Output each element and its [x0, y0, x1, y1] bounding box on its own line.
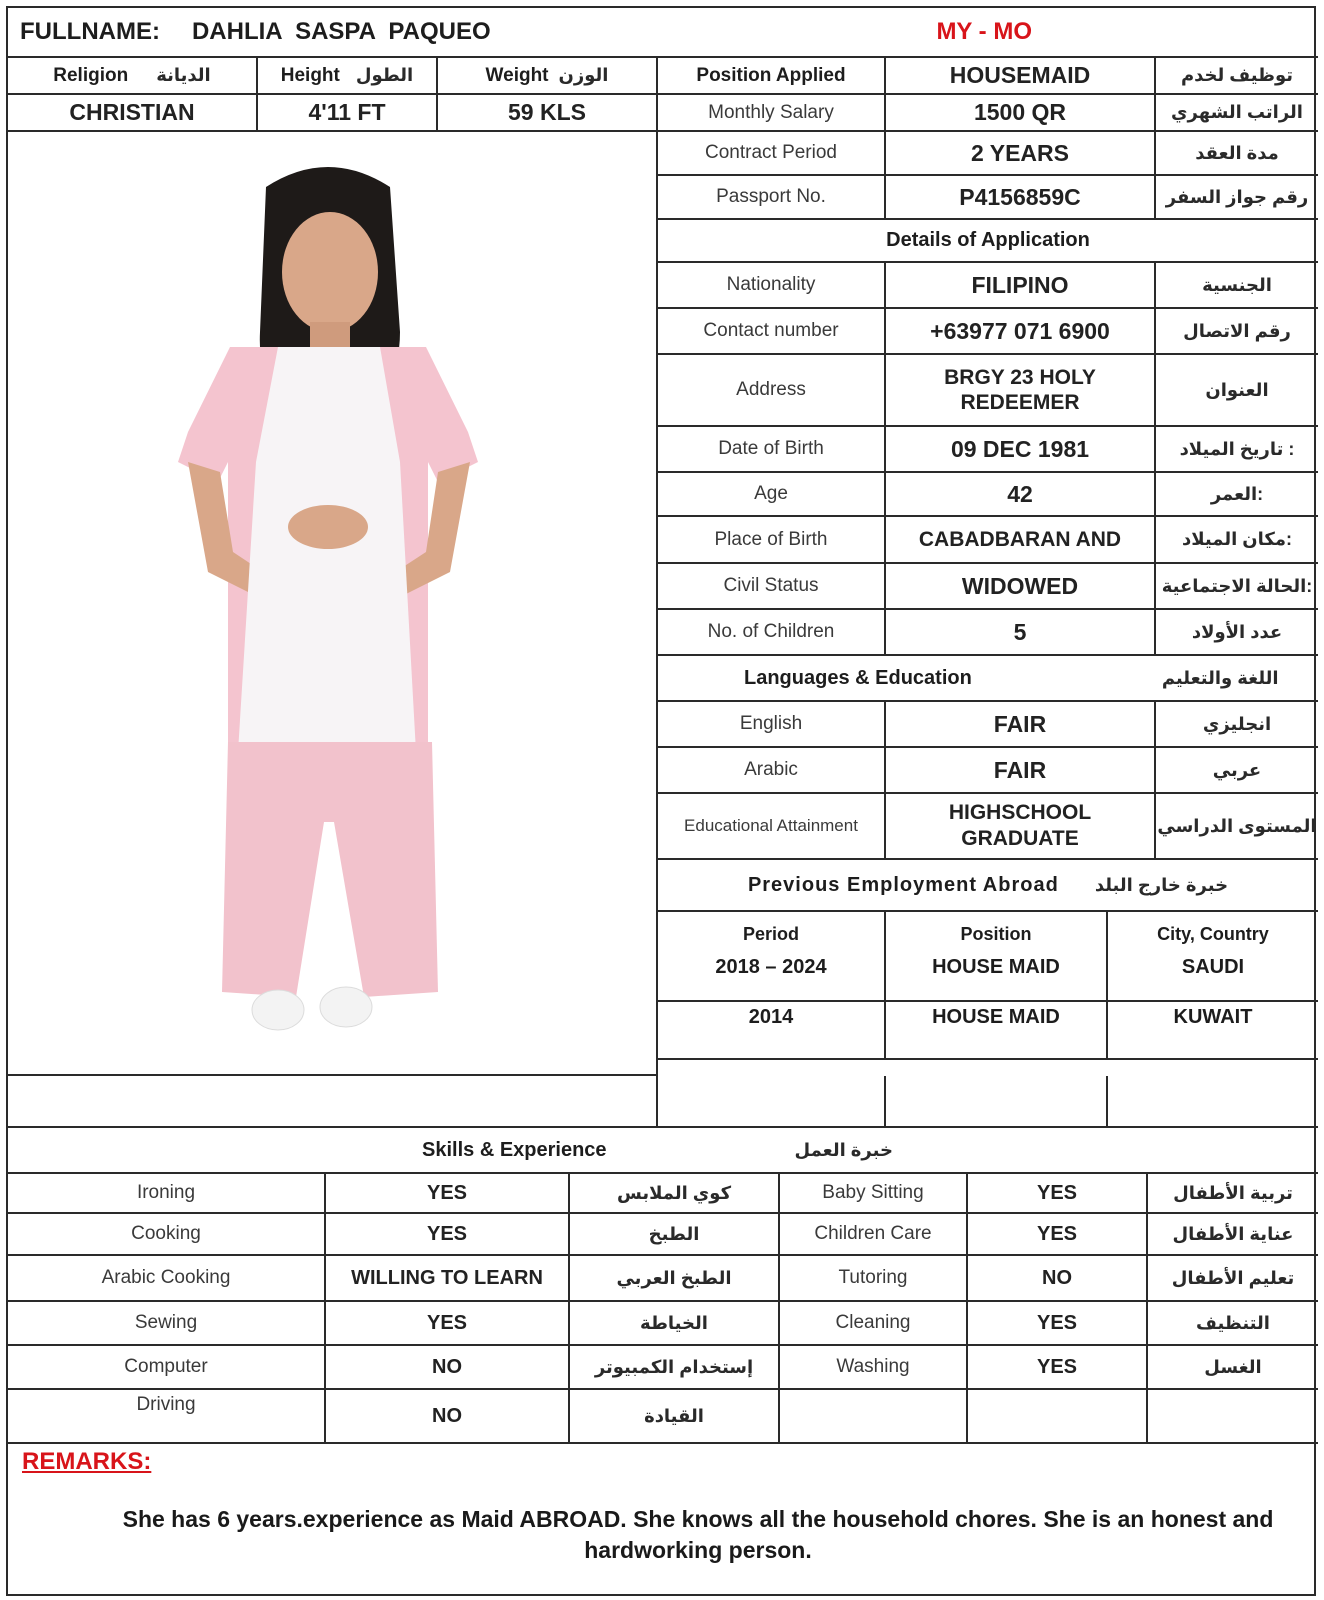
arabic-value: FAIR	[993, 756, 1047, 783]
detail-label-cell	[658, 610, 886, 654]
biodata-sheet	[6, 6, 1316, 1596]
weight-label: Weight	[485, 64, 549, 86]
skill-label-cell	[8, 1390, 326, 1442]
skill-row	[8, 1174, 1318, 1214]
passport-row	[658, 176, 1318, 220]
blank-cell	[8, 1076, 658, 1126]
skill-value: NO	[432, 1404, 462, 1427]
employment-position: HOUSE MAID	[932, 956, 1060, 978]
skill-value-cell	[968, 1214, 1148, 1254]
detail-row	[658, 355, 1318, 427]
skills-title-row	[8, 1128, 1318, 1174]
position-value: HOUSEMAID	[949, 62, 1091, 88]
skill-ar-cell	[1148, 1302, 1318, 1344]
skill-label-cell	[8, 1256, 326, 1300]
detail-value-cell	[886, 517, 1156, 562]
fullname-row	[8, 8, 1318, 58]
salary-label: Monthly Salary	[708, 101, 834, 123]
skill-row	[8, 1390, 1318, 1444]
age-ar: :العمر	[1210, 483, 1264, 504]
detail-value-cell	[886, 355, 1156, 425]
skill-value-cell	[968, 1256, 1148, 1300]
skill-label-cell	[780, 1174, 968, 1212]
education-ar-cell	[1156, 794, 1318, 858]
skill-ar-cell	[570, 1302, 780, 1344]
skill-value: YES	[426, 1181, 468, 1204]
detail-row	[658, 610, 1318, 656]
english-ar: انجليزي	[1202, 713, 1272, 734]
detail-value-cell	[886, 564, 1156, 608]
weight-value-cell	[438, 95, 658, 132]
english-label: English	[739, 713, 803, 734]
contract-ar-cell	[1156, 132, 1318, 174]
employment-country: KUWAIT	[1173, 1006, 1253, 1028]
skill-label: Sewing	[134, 1312, 198, 1333]
skill-ar: إستخدام الكمبيوتر	[594, 1356, 754, 1377]
address-value: BRGY 23 HOLY REDEEMER	[944, 366, 1096, 414]
right-shoe-shape	[320, 987, 372, 1027]
dob-label: Date of Birth	[718, 438, 824, 459]
detail-label-cell	[658, 355, 886, 425]
employment-title-cell	[658, 860, 1318, 910]
skill-value-cell	[968, 1346, 1148, 1388]
contact-ar: رقم الاتصال	[1183, 320, 1291, 341]
skill-label: Washing	[836, 1356, 910, 1377]
nationality-value: FILIPINO	[971, 271, 1069, 298]
language-row	[658, 702, 1318, 748]
skills-title-cell	[8, 1128, 1318, 1172]
civil-status-label: Civil Status	[723, 575, 819, 596]
nationality-label: Nationality	[726, 274, 816, 295]
skill-value: NO	[1042, 1266, 1072, 1289]
skill-value-cell	[326, 1346, 570, 1388]
height-label: Height	[280, 64, 340, 86]
address-label: Address	[736, 379, 806, 400]
position-ar-cell	[1156, 58, 1318, 95]
detail-ar-cell	[1156, 473, 1318, 515]
languages-title-ar: اللغة والتعليم	[1161, 667, 1279, 688]
birthplace-label: Place of Birth	[714, 528, 828, 550]
detail-value-cell	[886, 263, 1156, 307]
position-ar: توظيف لخدم	[1180, 65, 1294, 85]
language-ar-cell	[1156, 748, 1318, 792]
skill-label-cell	[8, 1214, 326, 1254]
employment-header-row	[658, 912, 1318, 956]
detail-row	[658, 427, 1318, 473]
skill-label: Computer	[124, 1356, 208, 1377]
skill-row	[8, 1346, 1318, 1390]
skills-table	[8, 1128, 1318, 1444]
religion-value-cell	[8, 95, 258, 132]
skill-value-cell	[326, 1302, 570, 1344]
detail-ar-cell	[1156, 427, 1318, 471]
skill-value: YES	[1036, 1355, 1078, 1378]
skill-label-cell	[780, 1346, 968, 1388]
skill-label: Driving	[136, 1394, 196, 1415]
salary-value-cell	[886, 95, 1156, 132]
employment-period: 2014	[748, 1006, 794, 1028]
skill-row	[8, 1214, 1318, 1256]
hands-shape	[288, 505, 368, 549]
employment-position-cell	[886, 956, 1108, 1000]
religion-value: CHRISTIAN	[69, 99, 195, 125]
passport-ar-cell	[1156, 176, 1318, 218]
detail-value-cell	[886, 473, 1156, 515]
skill-ar: الطبخ	[648, 1223, 700, 1244]
detail-label-cell	[658, 309, 886, 353]
employment-row	[658, 1002, 1318, 1060]
nationality-ar: الجنسية	[1202, 274, 1272, 295]
education-row	[658, 794, 1318, 860]
skill-label: Baby Sitting	[822, 1182, 924, 1203]
employment-period-cell	[658, 956, 886, 1000]
employment-title: Previous Employment Abroad	[747, 873, 1059, 896]
language-label-cell	[658, 702, 886, 746]
salary-label-cell	[658, 95, 886, 132]
skill-ar: الخياطة	[640, 1312, 708, 1333]
height-label-cell	[258, 58, 438, 95]
language-row	[658, 748, 1318, 794]
passport-label-cell	[658, 176, 886, 218]
fullname-value: DAHLIA SASPA PAQUEO	[191, 18, 491, 45]
education-label-cell	[658, 794, 886, 858]
skill-row	[8, 1256, 1318, 1302]
language-ar-cell	[1156, 702, 1318, 746]
country-header: City, Country	[1157, 923, 1269, 944]
detail-label-cell	[658, 517, 886, 562]
skill-label: Cleaning	[835, 1312, 911, 1333]
contract-value: 2 YEARS	[970, 139, 1069, 166]
skill-value-cell	[968, 1302, 1148, 1344]
left-shoe-shape	[252, 990, 304, 1030]
passport-label: Passport No.	[716, 186, 826, 207]
skill-value-cell	[968, 1390, 1148, 1442]
salary-value: 1500 QR	[973, 99, 1067, 125]
arabic-label: Arabic	[744, 759, 798, 780]
employment-position-cell	[886, 1002, 1108, 1058]
skill-value: YES	[1036, 1222, 1078, 1245]
languages-title: Languages & Education	[744, 666, 972, 689]
civil-status-ar: :الحالة الاجتماعية	[1161, 575, 1313, 596]
language-label-cell	[658, 748, 886, 792]
employment-country: SAUDI	[1181, 956, 1245, 978]
skill-ar-cell	[570, 1390, 780, 1442]
skill-label-cell	[8, 1346, 326, 1388]
skill-label-cell	[8, 1174, 326, 1212]
position-value-cell	[886, 58, 1156, 95]
employment-country-cell	[1108, 1002, 1318, 1058]
birthplace-ar: :مكان الميلاد	[1182, 529, 1292, 549]
skill-label: Children Care	[814, 1223, 932, 1244]
employment-position: HOUSE MAID	[932, 1006, 1060, 1028]
skill-ar: الغسل	[1204, 1356, 1262, 1377]
arabic-ar: عربي	[1212, 759, 1262, 780]
education-value-cell	[886, 794, 1156, 858]
skill-value: WILLING TO LEARN	[351, 1266, 543, 1289]
contract-label: Contract Period	[704, 142, 837, 163]
skill-label-cell	[780, 1256, 968, 1300]
skill-ar: الطبخ العربي	[616, 1267, 732, 1288]
skill-ar: التنظيف	[1196, 1312, 1270, 1333]
skill-value-cell	[326, 1214, 570, 1254]
contact-value: +63977 071 6900	[930, 317, 1110, 344]
skill-label-cell	[8, 1302, 326, 1344]
position-label: Position Applied	[696, 64, 846, 86]
skill-ar-cell	[570, 1174, 780, 1212]
detail-row	[658, 564, 1318, 610]
period-header: Period	[742, 923, 799, 944]
skill-ar-cell	[1148, 1390, 1318, 1442]
skill-value: YES	[1036, 1311, 1078, 1334]
skill-label: Tutoring	[838, 1267, 908, 1288]
country-header-cell	[1108, 912, 1318, 956]
period-header-cell	[658, 912, 886, 956]
children-value: 5	[1013, 618, 1027, 645]
pants-shape	[222, 742, 438, 997]
address-ar: العنوان	[1205, 379, 1269, 400]
skill-ar-cell	[1148, 1256, 1318, 1300]
detail-ar-cell	[1156, 517, 1318, 562]
skill-value: YES	[426, 1222, 468, 1245]
employment-period-cell	[658, 1002, 886, 1058]
remarks-text: She has 6 years.experience as Maid ABROAD. She knows all the household chores. She is an honest and hardworking person.	[122, 1506, 1274, 1563]
detail-ar-cell	[1156, 309, 1318, 353]
detail-row	[658, 263, 1318, 309]
weight-value: 59 KLS	[508, 99, 586, 125]
employment-title-ar: خبرة خارج البلد	[1094, 874, 1229, 895]
skill-label-cell	[780, 1390, 968, 1442]
civil-status-value: WIDOWED	[961, 572, 1079, 599]
applicant-code: MY - MO	[936, 18, 1032, 45]
skill-value: YES	[426, 1311, 468, 1334]
skill-ar: عناية الأطفال	[1172, 1223, 1294, 1244]
children-label: No. of Children	[707, 621, 835, 642]
detail-ar-cell	[1156, 263, 1318, 307]
details-column	[658, 132, 1318, 1060]
blank-cell	[886, 1076, 1108, 1126]
blank-cell	[1108, 1076, 1318, 1126]
position-header-cell	[886, 912, 1108, 956]
position-label-cell	[658, 58, 886, 95]
height-value-cell	[258, 95, 438, 132]
detail-ar-cell	[1156, 564, 1318, 608]
religion-label: Religion	[53, 64, 129, 86]
languages-title-cell	[658, 656, 1318, 700]
skill-ar: تعليم الأطفال	[1171, 1267, 1295, 1288]
contract-label-cell	[658, 132, 886, 174]
employment-title-row	[658, 860, 1318, 912]
skill-value: NO	[432, 1355, 462, 1378]
weight-ar: الوزن	[558, 65, 609, 85]
contract-ar: مدة العقد	[1195, 142, 1279, 163]
skill-value-cell	[968, 1174, 1148, 1212]
fullname-label: FULLNAME:	[20, 18, 160, 45]
education-ar: المستوى الدراسي	[1157, 815, 1317, 836]
detail-row	[658, 517, 1318, 564]
photo-area	[8, 132, 658, 1076]
skill-label: Cooking	[131, 1223, 201, 1244]
fullname-cell	[8, 8, 1318, 58]
blank-row	[8, 1076, 1318, 1128]
employment-period: 2018 – 2024	[715, 956, 827, 978]
passport-value-cell	[886, 176, 1156, 218]
skill-value: YES	[1036, 1181, 1078, 1204]
contract-value-cell	[886, 132, 1156, 174]
applicant-photo	[8, 132, 654, 1072]
language-value-cell	[886, 748, 1156, 792]
detail-label-cell	[658, 473, 886, 515]
skill-ar: تربية الأطفال	[1173, 1182, 1293, 1203]
skill-ar-cell	[570, 1346, 780, 1388]
skill-label: Arabic Cooking	[101, 1267, 231, 1288]
education-value: HIGHSCHOOL GRADUATE	[948, 801, 1092, 850]
skill-ar: القيادة	[644, 1405, 704, 1426]
details-title: Details of Application	[886, 229, 1090, 251]
detail-ar-cell	[1156, 610, 1318, 654]
skill-ar-cell	[570, 1214, 780, 1254]
basics-labels-row	[8, 58, 1318, 95]
language-value-cell	[886, 702, 1156, 746]
face-shape	[282, 212, 378, 332]
detail-label-cell	[658, 427, 886, 471]
contract-row	[658, 132, 1318, 176]
skill-value-cell	[326, 1390, 570, 1442]
details-title-row	[658, 220, 1318, 263]
remarks-title: REMARKS:	[22, 1448, 152, 1475]
english-value: FAIR	[993, 710, 1047, 737]
skills-title-ar: خبرة العمل	[794, 1139, 893, 1160]
skill-value-cell	[326, 1256, 570, 1300]
languages-title-row	[658, 656, 1318, 702]
skill-label-cell	[780, 1214, 968, 1254]
age-value: 42	[1007, 480, 1033, 507]
blank-cell	[658, 1076, 886, 1126]
detail-value-cell	[886, 610, 1156, 654]
skill-label: Ironing	[136, 1182, 196, 1203]
basics-values-row	[8, 95, 1318, 132]
religion-ar: الديانة	[156, 65, 211, 85]
salary-ar-cell	[1156, 95, 1318, 132]
children-ar: عدد الأولاد	[1191, 621, 1283, 642]
employment-row	[658, 956, 1318, 1002]
detail-label-cell	[658, 263, 886, 307]
height-ar: الطول	[355, 65, 414, 85]
detail-value-cell	[886, 427, 1156, 471]
birthplace-value: CABADBARAN AND	[918, 527, 1122, 551]
detail-row	[658, 473, 1318, 517]
education-label: Educational Attainment	[684, 816, 858, 835]
skill-ar-cell	[1148, 1174, 1318, 1212]
weight-label-cell	[438, 58, 658, 95]
religion-label-cell	[8, 58, 258, 95]
detail-value-cell	[886, 309, 1156, 353]
employment-country-cell	[1108, 956, 1318, 1000]
position-header: Position	[960, 923, 1032, 944]
dob-value: 09 DEC 1981	[950, 435, 1090, 462]
skill-value-cell	[326, 1174, 570, 1212]
dob-ar: : تاريخ الميلاد	[1179, 438, 1295, 459]
skill-label-cell	[780, 1302, 968, 1344]
age-label: Age	[754, 483, 788, 504]
skill-ar-cell	[1148, 1346, 1318, 1388]
passport-ar: رقم جواز السفر	[1165, 186, 1309, 207]
height-value: 4'11 FT	[308, 99, 386, 125]
salary-ar: الراتب الشهري	[1171, 102, 1303, 122]
skill-ar-cell	[1148, 1214, 1318, 1254]
passport-value: P4156859C	[959, 183, 1081, 210]
skill-row	[8, 1302, 1318, 1346]
contact-label: Contact number	[703, 320, 839, 341]
detail-label-cell	[658, 564, 886, 608]
details-title-cell	[658, 220, 1318, 261]
skill-ar: كوي الملابس	[616, 1182, 732, 1203]
skills-title: Skills & Experience	[422, 1138, 607, 1161]
detail-row	[658, 309, 1318, 355]
skill-ar-cell	[570, 1256, 780, 1300]
detail-ar-cell	[1156, 355, 1318, 425]
